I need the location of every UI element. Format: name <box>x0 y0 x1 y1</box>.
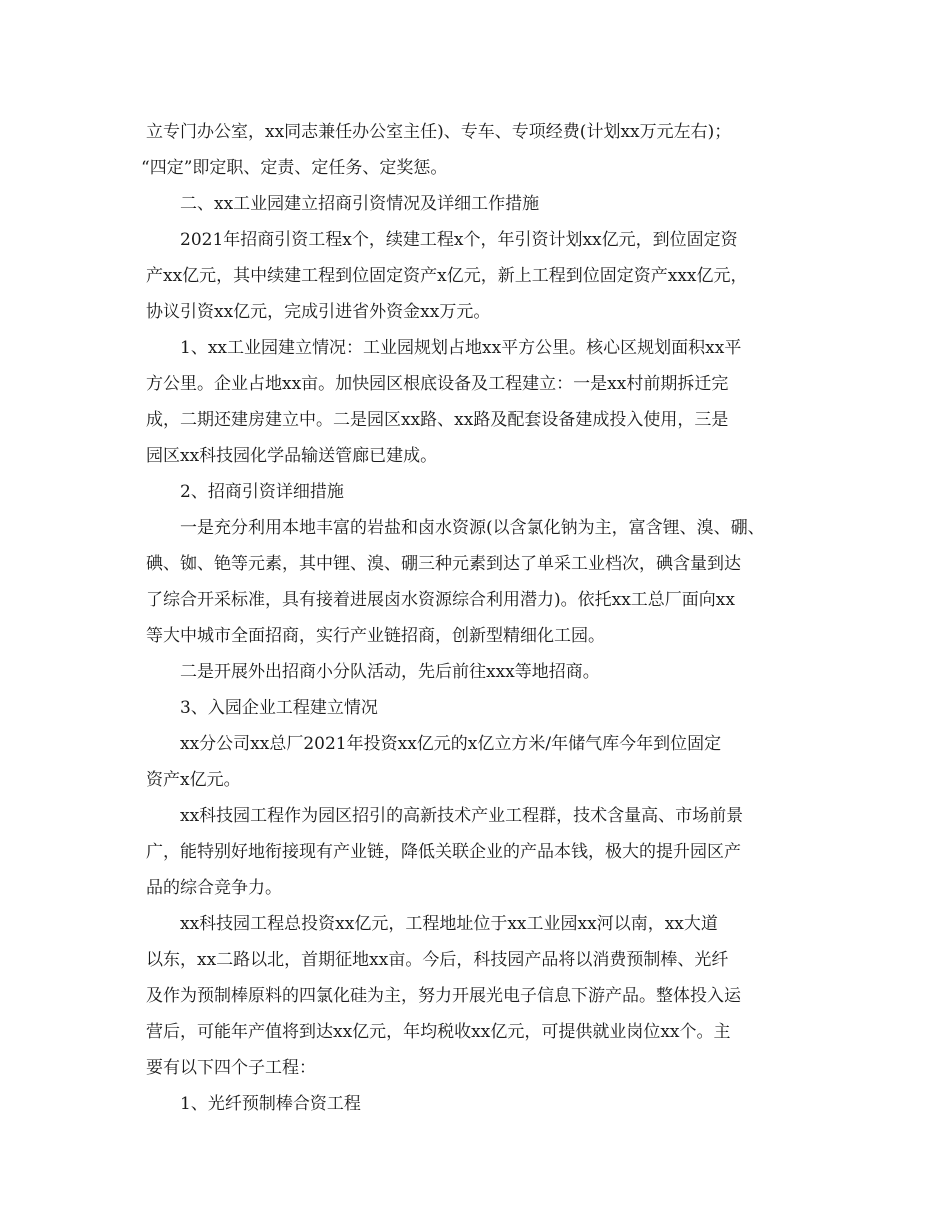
text-line: 方公里。企业占地xx亩。加快园区根底设备及工程建立：一是xx村前期拆迁完 <box>146 374 729 394</box>
subsection-heading: 1、光纤预制棒合资工程 <box>180 1094 361 1114</box>
text-line: “四定”即定职、定责、定任务、定奖惩。 <box>141 158 448 178</box>
text-line: 立专门办公室，xx同志兼任办公室主任)、专车、专项经费(计划xx万元左右)； <box>146 122 732 142</box>
text-line: 园区xx科技园化学品输送管廊已建成。 <box>146 446 438 466</box>
text-line: xx科技园工程总投资xx亿元，工程地址位于xx工业园xx河以南，xx大道 <box>180 914 718 934</box>
text-line: 1、xx工业园建立情况：工业园规划占地xx平方公里。核心区规划面积xx平 <box>180 338 742 358</box>
text-line: 品的综合竞争力。 <box>146 878 282 898</box>
text-line: xx科技园工程作为园区招引的高新技术产业工程群，技术含量高、市场前景 <box>180 806 744 826</box>
text-line: xx分公司xx总厂2021年投资xx亿元的x亿立方米/年储气库今年到位固定 <box>180 734 722 754</box>
text-line: 以东，xx二路以北，首期征地xx亩。今后，科技园产品将以消费预制棒、光纤 <box>146 950 729 970</box>
text-line: 成，二期还建房建立中。二是园区xx路、xx路及配套设备建成投入使用，三是 <box>146 410 729 430</box>
text-line: 及作为预制棒原料的四氯化硅为主，努力开展光电子信息下游产品。整体投入运 <box>146 986 741 1006</box>
text-line: 了综合开采标准，具有接着进展卤水资源综合利用潜力)。依托xx工总厂面向xx <box>146 590 735 610</box>
text-line: 营后，可能年产值将到达xx亿元，年均税收xx亿元，可提供就业岗位xx个。主 <box>146 1022 731 1042</box>
text-line: 等大中城市全面招商，实行产业链招商，创新型精细化工园。 <box>146 626 605 646</box>
text-line: 要有以下四个子工程： <box>146 1058 316 1078</box>
text-line: 一是充分利用本地丰富的岩盐和卤水资源(以含氯化钠为主，富含锂、溴、硼、 <box>180 518 765 538</box>
text-line: 产xx亿元，其中续建工程到位固定资产x亿元，新上工程到位固定资产xxx亿元， <box>146 266 748 286</box>
subsection-heading: 2、招商引资详细措施 <box>180 482 344 502</box>
text-line: 资产x亿元。 <box>146 770 241 790</box>
text-line: 2021年招商引资工程x个，续建工程x个，年引资计划xx亿元，到位固定资 <box>180 230 738 250</box>
text-line: 协议引资xx亿元，完成引进省外资金xx万元。 <box>146 302 491 322</box>
text-line: 二是开展外出招商小分队活动，先后前往xxx等地招商。 <box>180 662 600 682</box>
section-heading: 二、xx工业园建立招商引资情况及详细工作措施 <box>180 194 540 214</box>
text-line: 广，能特别好地衔接现有产业链，降低关联企业的产品本钱，极大的提升园区产 <box>146 842 741 862</box>
text-line: 碘、铷、铯等元素，其中锂、溴、硼三种元素到达了单采工业档次，碘含量到达 <box>146 554 741 574</box>
subsection-heading: 3、入园企业工程建立情况 <box>180 698 378 718</box>
